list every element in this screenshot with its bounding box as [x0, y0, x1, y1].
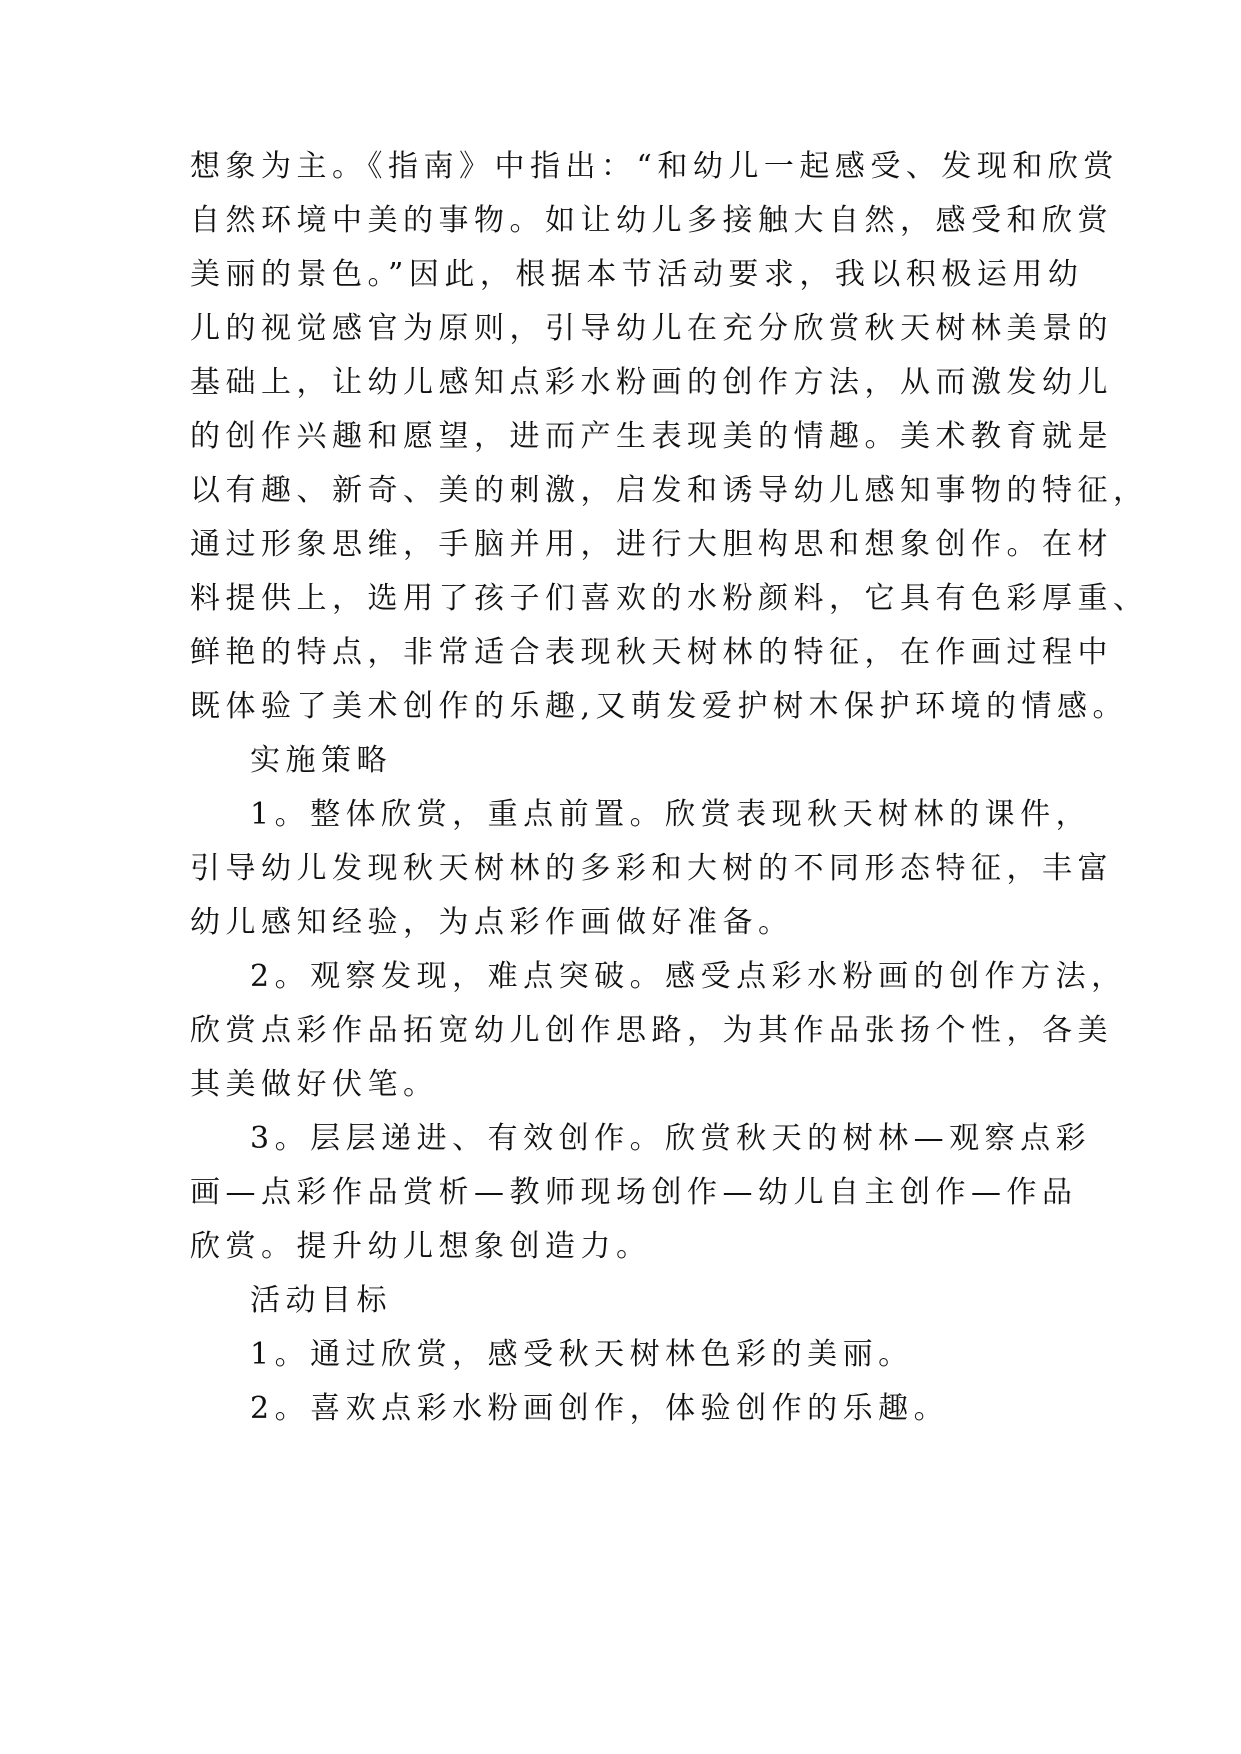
paragraph-line: 1。整体欣赏，重点前置。欣赏表现秋天树林的课件， — [250, 797, 1092, 832]
paragraph-line: 以有趣、新奇、美的刺激，启发和诱导幼儿感知事物的特征， — [190, 473, 1149, 508]
paragraph-line: 儿的视觉感官为原则，引导幼儿在充分欣赏秋天树林美景的 — [190, 311, 1113, 346]
paragraph-line: 料提供上，选用了孩子们喜欢的水粉颜料，它具有色彩厚重、 — [190, 581, 1149, 616]
paragraph-line: 画—点彩作品赏析—教师现场创作—幼儿自主创作—作品 — [190, 1175, 1078, 1210]
section-heading: 实施策略 — [250, 743, 392, 778]
paragraph-line: 欣赏。提升幼儿想象创造力。 — [190, 1229, 652, 1264]
paragraph-line: 欣赏点彩作品拓宽幼儿创作思路，为其作品张扬个性，各美 — [190, 1013, 1113, 1048]
paragraph-line: 2。观察发现，难点突破。感受点彩水粉画的创作方法， — [250, 959, 1127, 994]
paragraph-line: 的创作兴趣和愿望，进而产生表现美的情趣。美术教育就是 — [190, 419, 1113, 454]
paragraph-line: 3。层层递进、有效创作。欣赏秋天的树林—观察点彩 — [250, 1121, 1092, 1156]
paragraph-line: 基础上，让幼儿感知点彩水粉画的创作方法，从而激发幼儿 — [190, 365, 1113, 400]
paragraph-line: 其美做好伏笔。 — [190, 1067, 439, 1102]
paragraph-line: 自然环境中美的事物。如让幼儿多接触大自然，感受和欣赏 — [190, 203, 1113, 238]
list-item: 2。喜欢点彩水粉画创作，体验创作的乐趣。 — [250, 1391, 950, 1426]
section-heading: 活动目标 — [250, 1283, 392, 1318]
paragraph-line: 既体验了美术创作的乐趣,又萌发爱护树木保护环境的情感。 — [190, 689, 1129, 724]
paragraph-line: 鲜艳的特点，非常适合表现秋天树林的特征，在作画过程中 — [190, 635, 1113, 670]
paragraph-line: 幼儿感知经验，为点彩作画做好准备。 — [190, 905, 794, 940]
paragraph-line: 通过形象思维，手脑并用，进行大胆构思和想象创作。在材 — [190, 527, 1113, 562]
paragraph-line: 想象为主。《指南》中指出：“和幼儿一起感受、发现和欣赏 — [190, 149, 1119, 184]
paragraph-line: 美丽的景色。”因此，根据本节活动要求，我以积极运用幼 — [190, 257, 1084, 292]
paragraph-line: 引导幼儿发现秋天树林的多彩和大树的不同形态特征，丰富 — [190, 851, 1113, 886]
list-item: 1。通过欣赏，感受秋天树林色彩的美丽。 — [250, 1337, 914, 1372]
